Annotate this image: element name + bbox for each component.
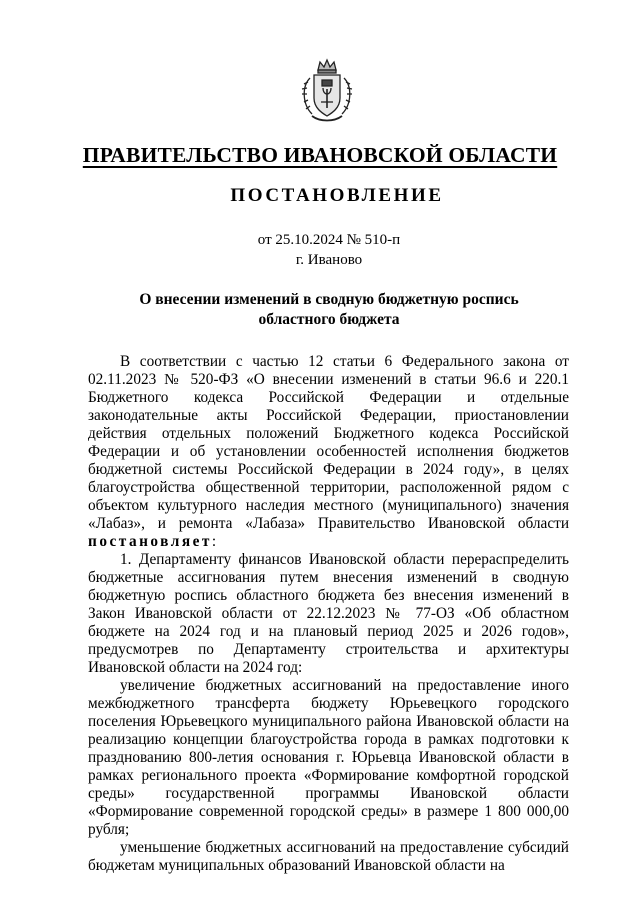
paragraph-item-1: 1. Департаменту финансов Ивановской области перераспределить бюджетные ассигнования путем внесения изменений в сводную бюджетную роспись областного бюджета без внесения изменений в Закон Ивановской области от 22.12.2023 № 77-ОЗ «Об областном бюджете на 2024 год и на плановый период 2025 и 2026 годов», предусмотрев по Департаменту строительства и архитектуры Ивановской области на 2024 год: bbox=[88, 551, 569, 676]
document-type: ПОСТАНОВЛЕНИЕ bbox=[230, 185, 444, 206]
paragraph-increase: увеличение бюджетных ассигнований на предоставление иного межбюджетного трансферта бюджету Юрьевецкого городского поселения Юрьевецкого муниципального района Ивановской области на реализацию концепции благоустройства города в рамках подготовки к празднованию 800-летия основания г. Юрьевца Ивановской области в рамках регионального проекта «Формирование комфортной городской среды» государственной программы Ивановской области «Формирование современной городской среды» в размере 1 800 000,00 рубля; bbox=[88, 677, 569, 838]
subject-line-2: областного бюджета bbox=[258, 311, 400, 328]
preamble-text: В соответствии с частью 12 статьи 6 Федерального закона от 02.11.2023 № 520-ФЗ «О внесении изменений в статьи 96.6 и 220.1 Бюджетного кодекса Российской Федерации и отдельные законодательные акты Российской Федерации, приостановлении действия отдельных положений Бюджетного кодекса Российской Федерации и об установлении особенностей исполнения бюджетов бюджетной системы Российской Федерации в 2024 году», в целях благоустройства общественной территории, расположенной рядом с объектом культурного наследия местного (муниципального) значения «Лабаз», и ремонта «Лабаза» Правительство Ивановской области bbox=[88, 353, 569, 532]
subject-line-1: О внесении изменений в сводную бюджетную роспись bbox=[139, 291, 519, 308]
document-subject bbox=[0, 290, 640, 330]
paragraph-decrease: уменьшение бюджетных ассигнований на предоставление субсидий бюджетам муниципальных образований Ивановской области на bbox=[88, 839, 569, 874]
preamble-end: : bbox=[211, 533, 217, 550]
ivanovo-coat-of-arms-icon bbox=[296, 58, 358, 124]
organization-title: ПРАВИТЕЛЬСТВО ИВАНОВСКОЙ ОБЛАСТИ bbox=[82, 143, 558, 167]
paragraph-preamble bbox=[88, 353, 569, 551]
resolve-keyword: постановляет bbox=[88, 533, 212, 550]
document-date-number: от 25.10.2024 № 510-п bbox=[257, 232, 401, 248]
document-city: г. Иваново bbox=[295, 252, 363, 268]
document-body bbox=[88, 353, 569, 875]
